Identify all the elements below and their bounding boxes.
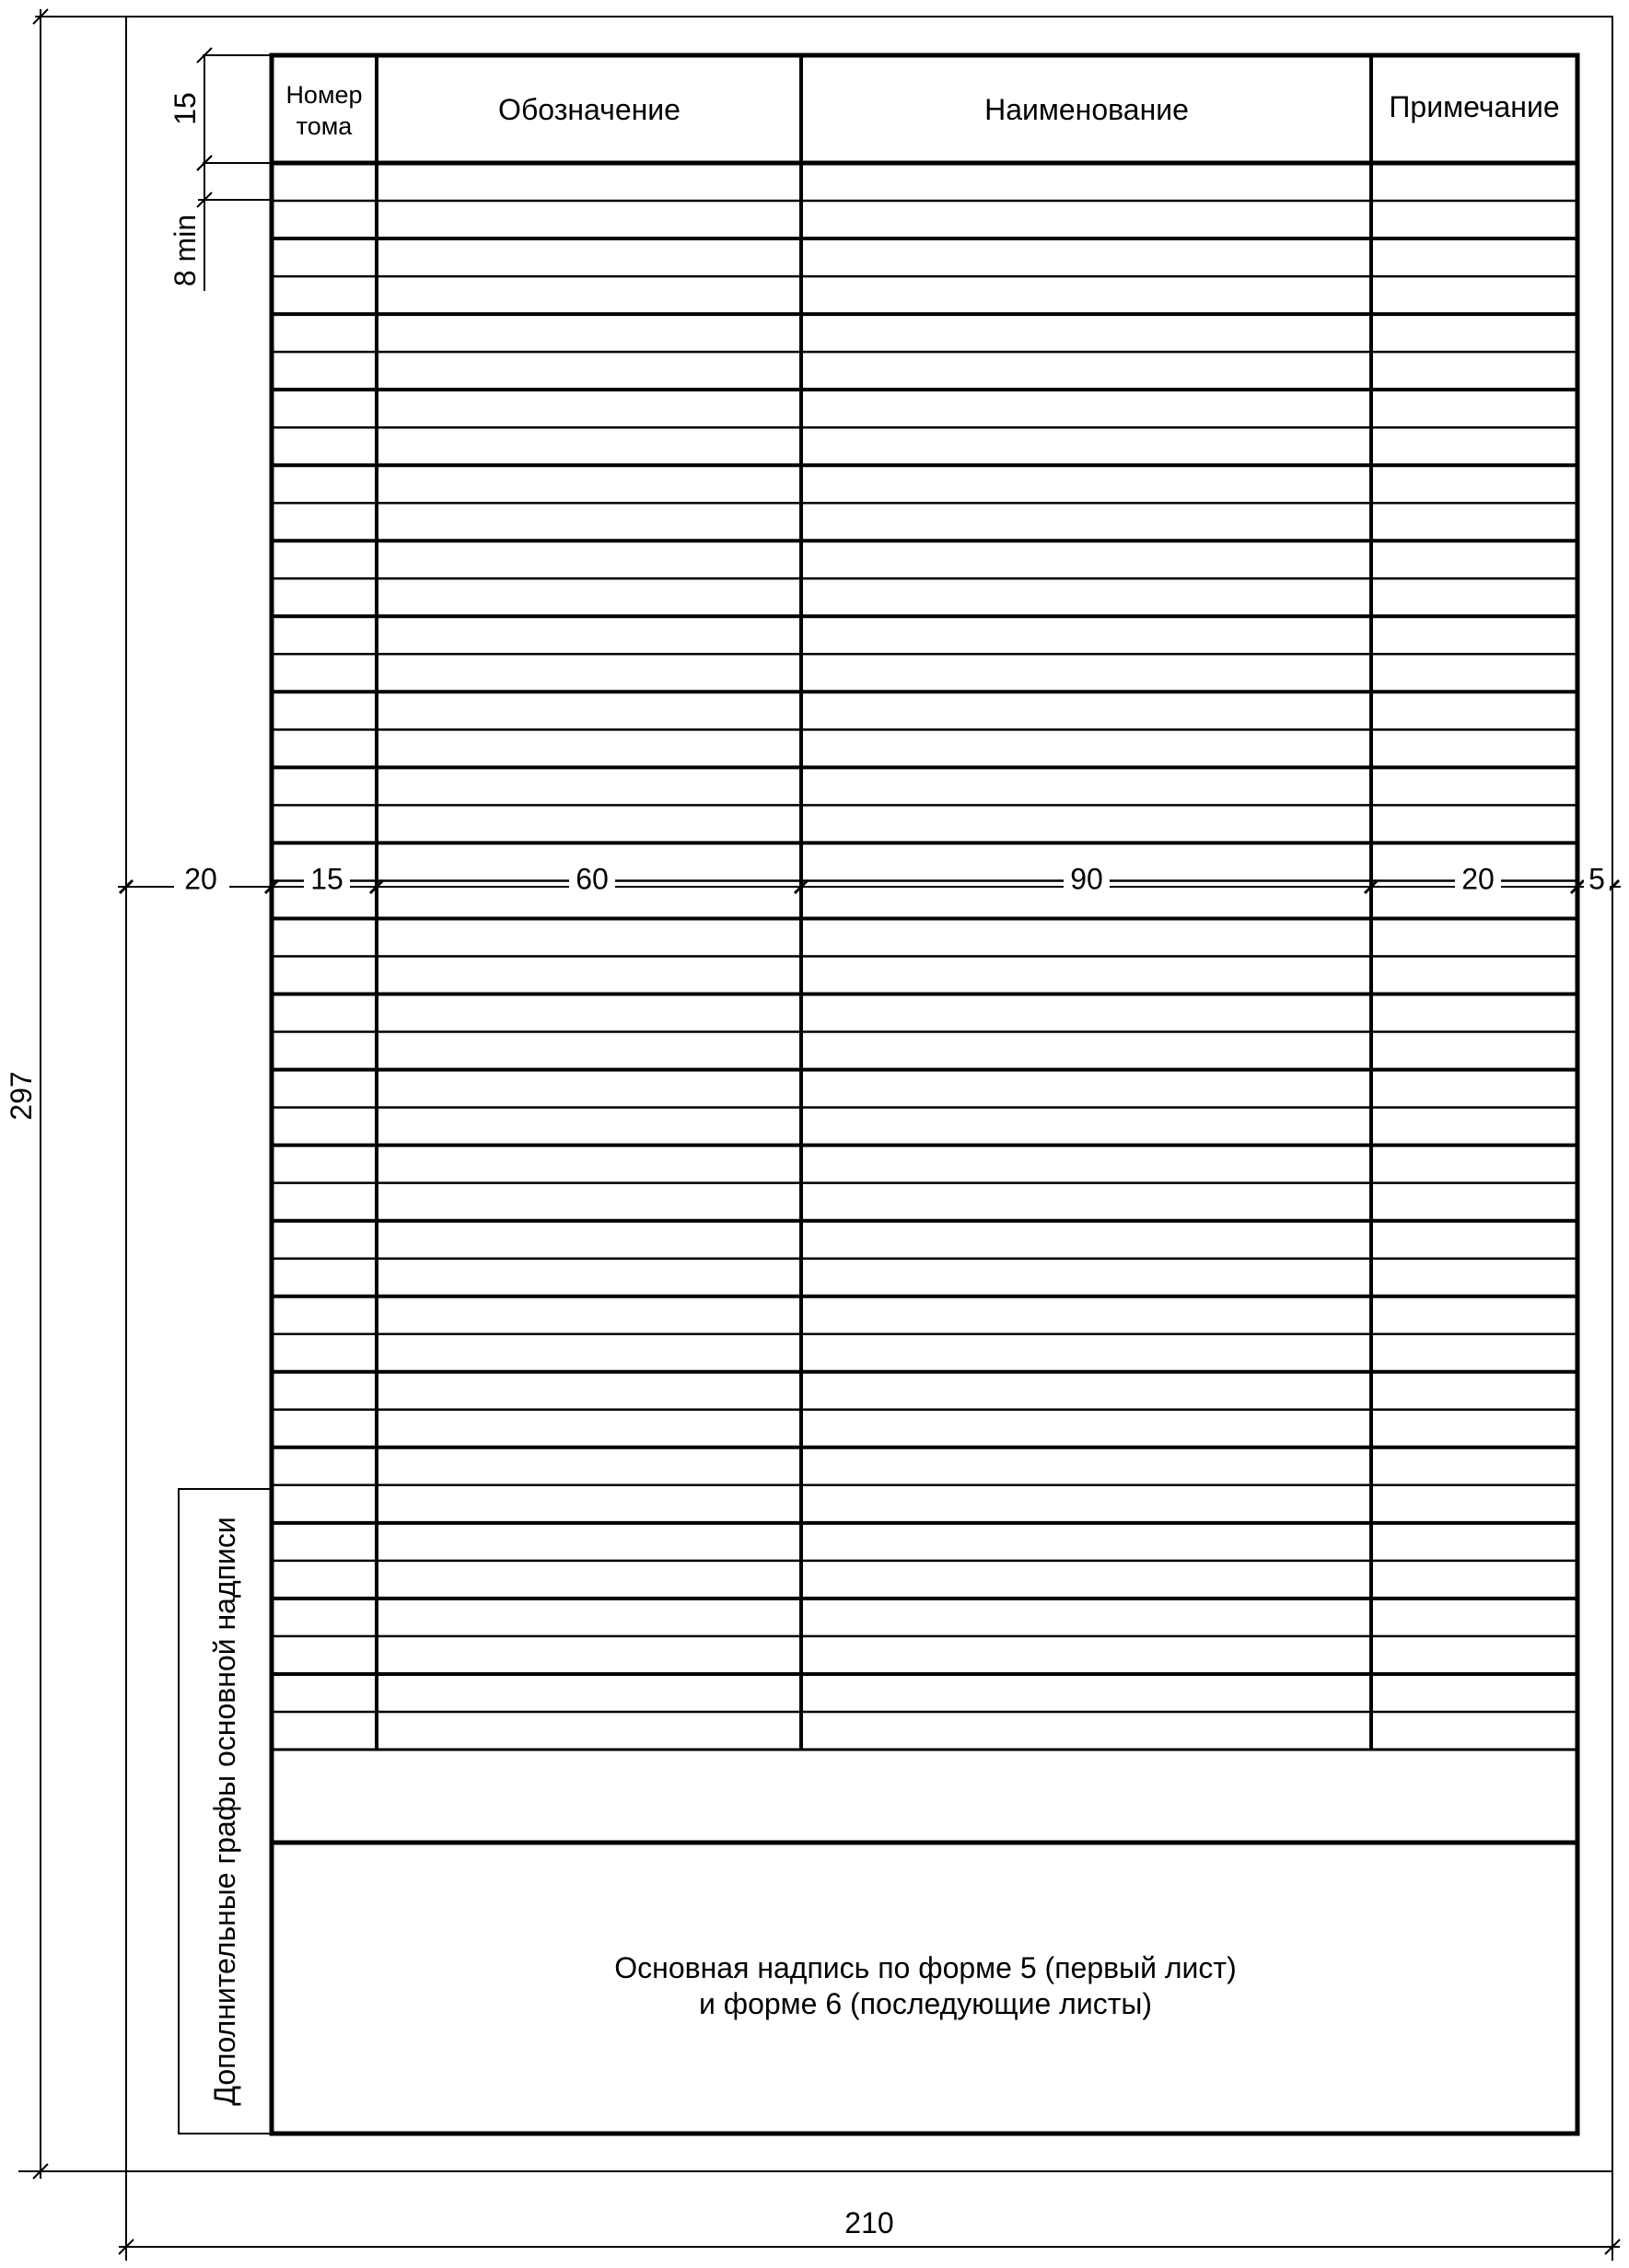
dim-col2-label: 60: [576, 862, 609, 896]
dim-right-margin-label: 5: [1588, 862, 1605, 896]
dim-col4-label: 20: [1461, 862, 1495, 896]
side-label-text: Дополнительные графы основной надписи: [208, 1517, 241, 2106]
dim-header-height: [197, 48, 272, 170]
dim-left-margin-label: 20: [184, 862, 217, 896]
header-col1-line1: Номер: [285, 81, 363, 109]
dim-col1-label: 15: [310, 862, 343, 896]
title-block-line2: и форме 6 (последующие листы): [698, 1987, 1153, 2020]
dim-col3-label: 90: [1070, 862, 1103, 896]
dim-sheet-height-label: 297: [5, 1071, 38, 1121]
header-col3: Наименование: [984, 93, 1189, 126]
header-col2: Обозначение: [498, 93, 681, 126]
dim-row-height-label: 8 min: [169, 214, 202, 287]
table-grid: [272, 201, 1577, 1712]
dim-sheet-width-label: 210: [844, 2206, 894, 2239]
sheet-outline: [126, 17, 1612, 2171]
dim-row-height: [197, 156, 272, 291]
header-col1-line2: тома: [296, 112, 353, 140]
drawing-frame: [272, 55, 1577, 2134]
dim-header-height-label: 15: [169, 92, 202, 125]
title-block-line1: Основная надпись по форме 5 (первый лист): [614, 1951, 1237, 1984]
header-col4: Примечание: [1389, 90, 1560, 123]
